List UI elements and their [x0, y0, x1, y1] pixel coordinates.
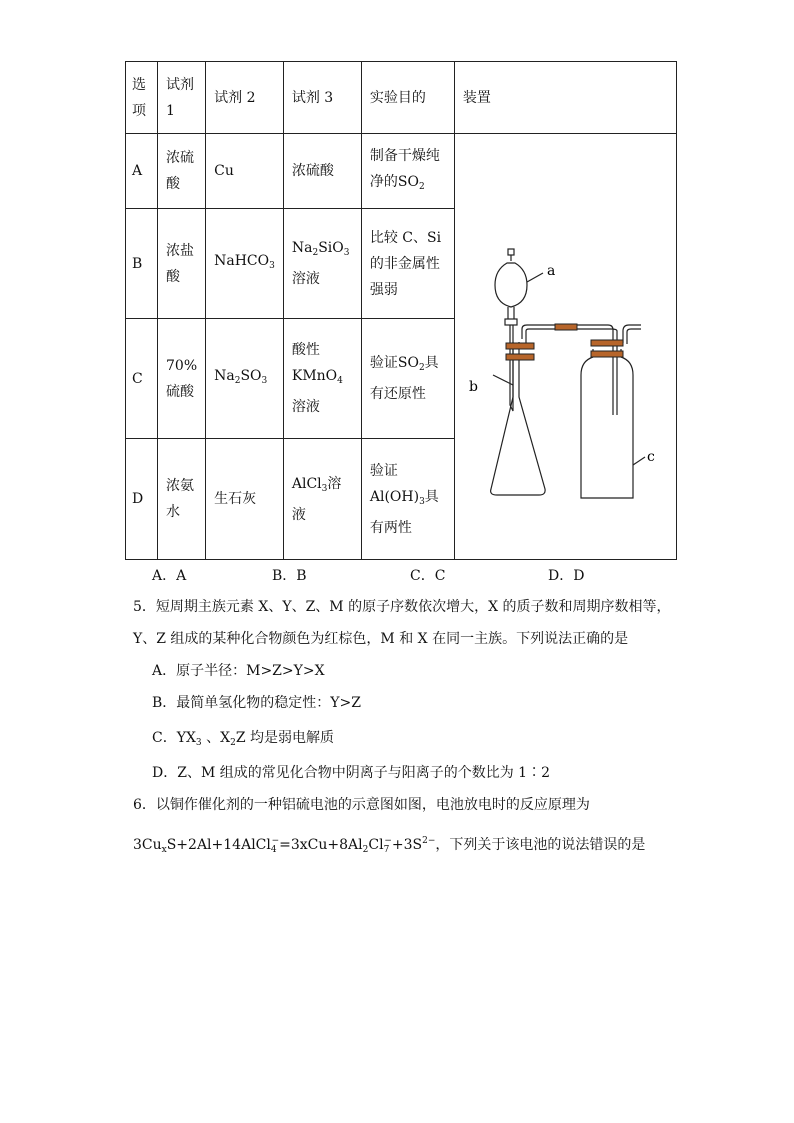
q5-option-b: B．最简单氢化物的稳定性：Y>Z: [152, 695, 361, 711]
reagent1-cell: 浓氨 水: [158, 439, 206, 560]
label-c: c: [646, 448, 655, 465]
header-cell: 试剂 1: [158, 62, 206, 134]
q4-option-c: C．C: [410, 568, 446, 584]
q4-option-b: B．B: [272, 568, 307, 584]
reagent2-cell: Cu: [206, 134, 284, 209]
reagent1-cell: 70% 硫酸: [158, 319, 206, 439]
q4-options: [152, 564, 632, 588]
reagent2-cell: 生石灰: [206, 439, 284, 560]
label-a: a: [546, 262, 556, 279]
apparatus-diagram: [455, 135, 676, 559]
header-cell: 实验目的: [361, 62, 454, 134]
header-cell: 选 项: [126, 62, 158, 134]
header-cell: 试剂 3: [283, 62, 361, 134]
q5-option-a: A．原子半径：M>Z>Y>X: [152, 663, 325, 679]
label-b: b: [468, 378, 478, 395]
reagent1-cell: 浓硫 酸: [158, 134, 206, 209]
reagent2-cell: NaHCO$_3$: [206, 209, 284, 319]
reagent3-cell: AlCl$_3$溶 液: [283, 439, 361, 560]
option-cell: A: [126, 134, 158, 209]
option-cell: D: [126, 439, 158, 560]
q6-stem-line1: 6．以铜作催化剂的一种铝硫电池的示意图如图，电池放电时的反应原理为: [133, 797, 590, 813]
header-cell: 装置: [454, 62, 676, 134]
purpose-cell: 比较 C、Si 的非金属性 强弱: [361, 209, 454, 319]
option-cell: B: [126, 209, 158, 319]
reagent1-cell: 浓盐 酸: [158, 209, 206, 319]
header-cell: 试剂 2: [206, 62, 284, 134]
q5-option-d: D．Z、M 组成的常见化合物中阴离子与阳离子的个数比为 1∶2: [152, 765, 551, 781]
table-header-row: [126, 62, 677, 134]
q5-stem-line1: 5．短周期主族元素 X、Y、Z、M 的原子序数依次增大，X 的质子数和周期序数相等，: [133, 599, 671, 615]
reagent3-cell: 酸性 KMnO$_4$ 溶液: [283, 319, 361, 439]
option-cell: C: [126, 319, 158, 439]
purpose-cell: 验证 $Al(OH)_3$具 有两性: [361, 439, 454, 560]
q4-option-a: A．A: [152, 568, 187, 584]
experiment-table: [125, 61, 677, 560]
purpose-cell: 制备干燥纯 净的$SO_2$: [361, 134, 454, 209]
reagent3-cell: $Na_2SiO_3$ 溶液: [283, 209, 361, 319]
q5-option-c: C．$YX_3$ 、$X_2Z$ 均是弱电解质: [152, 730, 334, 748]
table-row: [126, 134, 677, 209]
reagent2-cell: $Na_2SO_3$: [206, 319, 284, 439]
apparatus-cell: [454, 134, 676, 560]
reagent3-cell: 浓硫酸: [283, 134, 361, 209]
q5-stem-line2: Y、Z 组成的某种化合物颜色为红棕色，M 和 X 在同一主族。下列说法正确的是: [133, 631, 629, 647]
purpose-cell: 验证$SO_2$具 有还原性: [361, 319, 454, 439]
q6-stem-line2: $3Cu_xS+2Al+14AlCl_4^-=3xCu+8Al_2Cl_7^-+3S^{2-}$，下列关于该电池的说法错误的是: [133, 836, 646, 855]
q4-option-d: D．D: [548, 568, 585, 584]
